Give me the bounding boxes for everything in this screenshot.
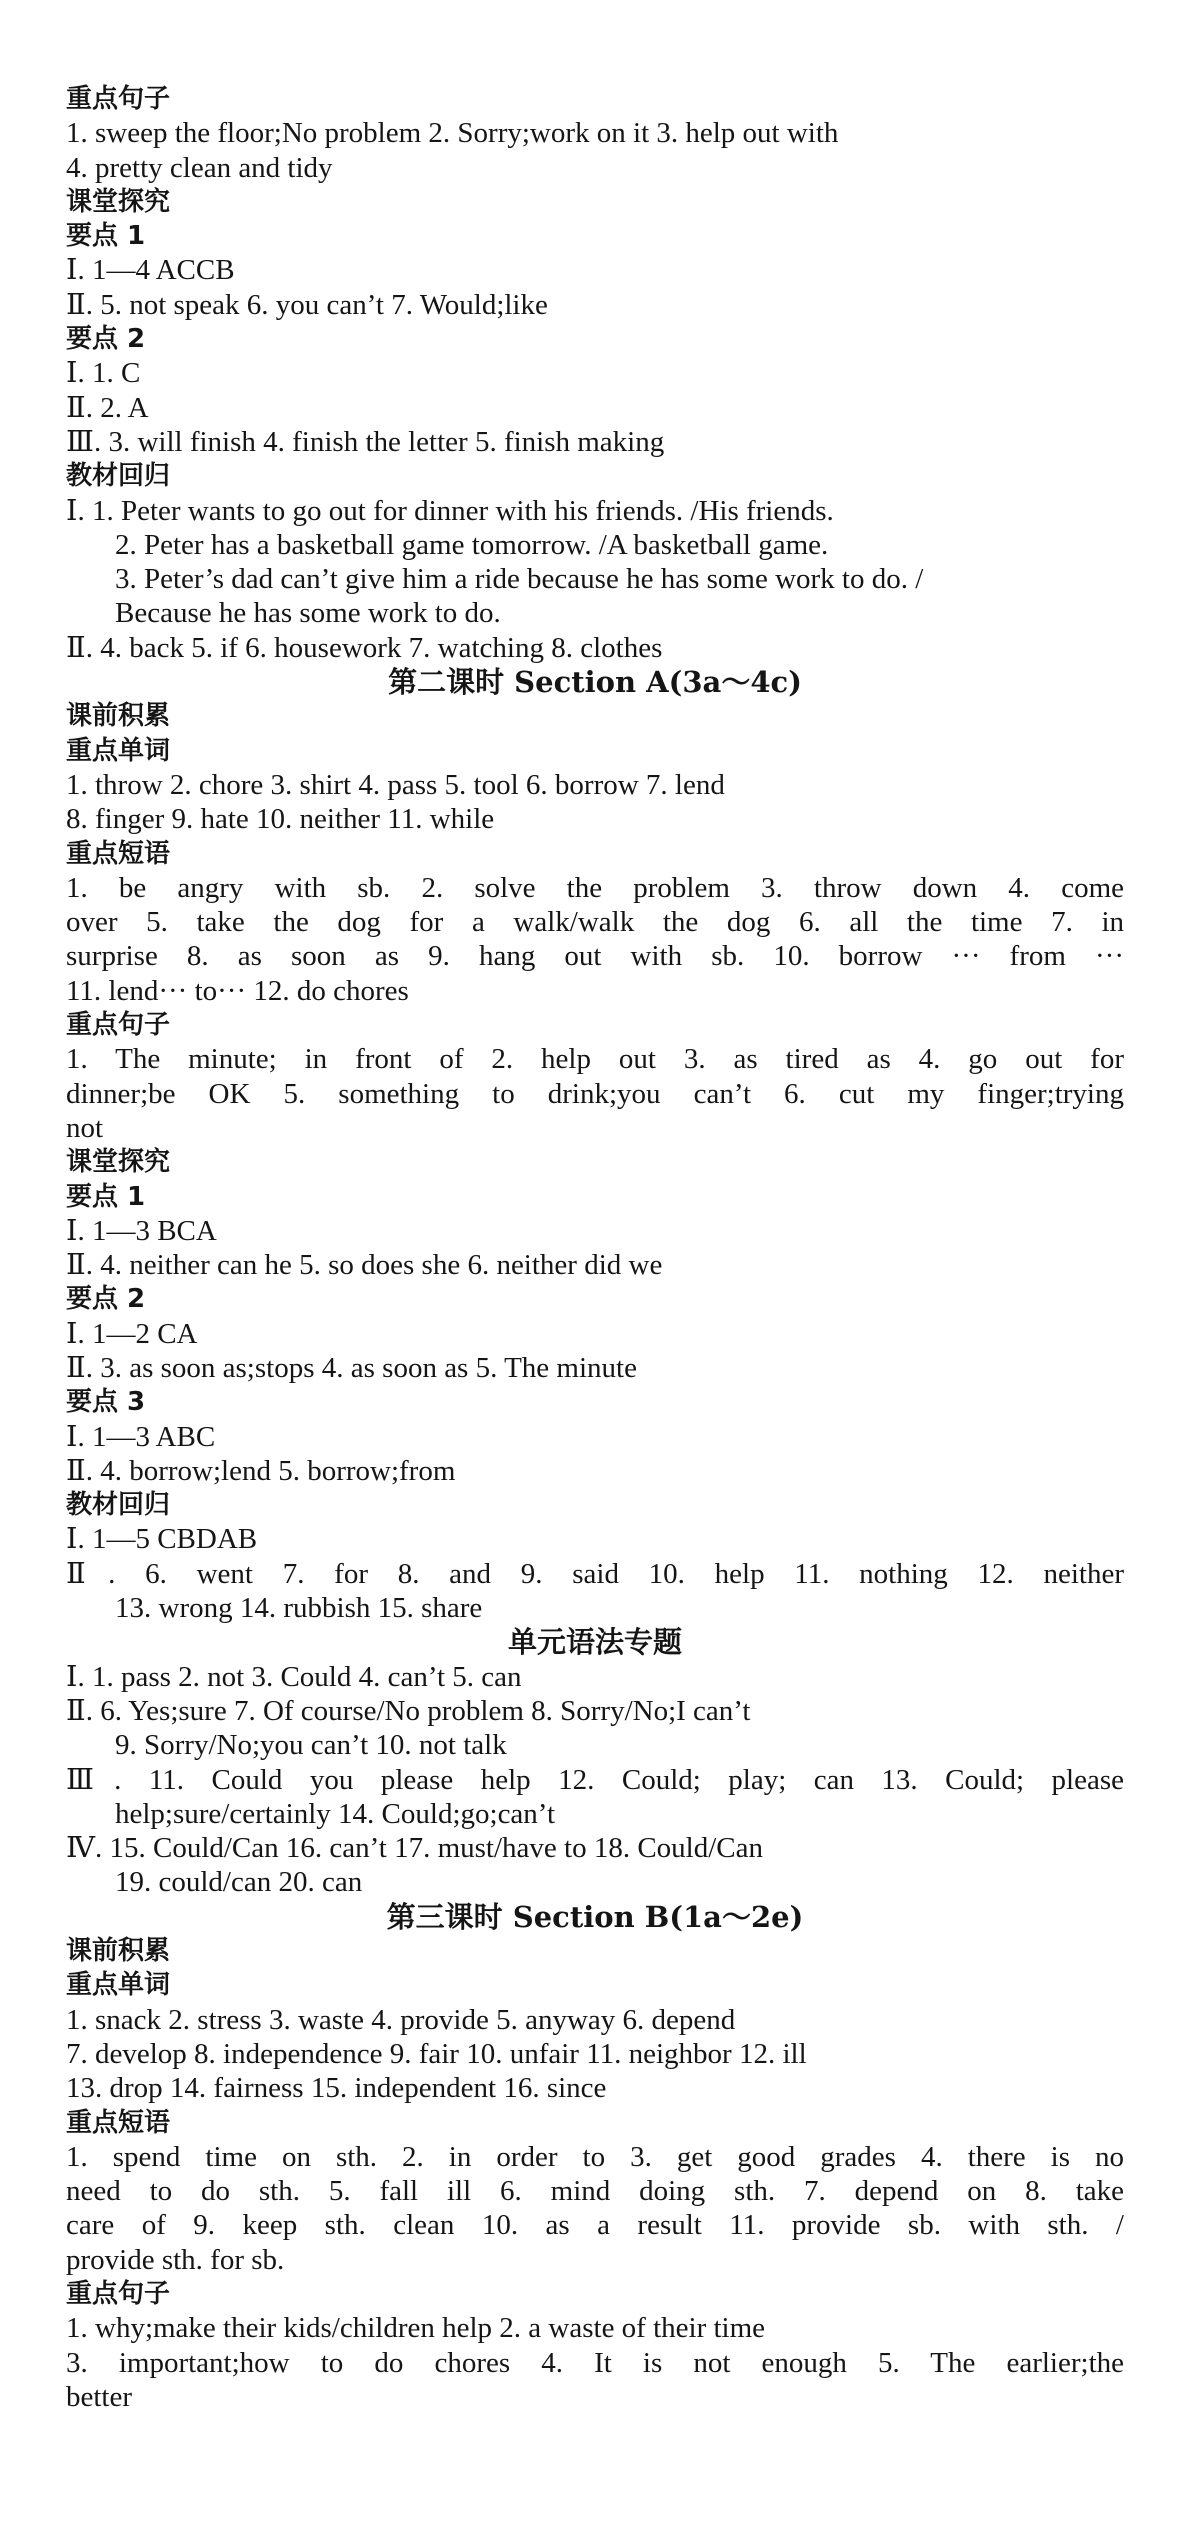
answer-line-indented: 3. Peter’s dad can’t give him a ride because he has some work to do. / bbox=[115, 563, 924, 596]
section-heading: 重点句子 bbox=[66, 84, 171, 114]
answer-line: 11. lend··· to··· 12. do chores bbox=[66, 974, 409, 1007]
answer-key-page bbox=[66, 82, 1124, 2414]
section-heading: 教材回归 bbox=[66, 461, 171, 492]
answer-line-indented: 9. Sorry/No;you can’t 10. not talk bbox=[115, 1729, 507, 1762]
answer-line: 1. sweep the floor;No problem 2. Sorry;work on it 3. help out with bbox=[66, 117, 839, 150]
section-heading: 教材回归 bbox=[66, 1490, 171, 1521]
section-heading: 课堂探究 bbox=[66, 186, 171, 217]
answer-line: Ⅱ. 4. neither can he 5. so does she 6. neither did we bbox=[66, 1249, 663, 1282]
answer-line-indented: help;sure/certainly 14. Could;go;can’t bbox=[115, 1797, 555, 1830]
answer-line: Ⅱ. 6. Yes;sure 7. Of course/No problem 8. Sorry/No;I can’t bbox=[66, 1694, 751, 1727]
answer-line: surprise 8. as soon as 9. hang out with sb. 10. borrow ··· from ··· bbox=[66, 940, 1124, 973]
answer-line: not bbox=[66, 1111, 104, 1144]
section-heading: 要点 2 bbox=[66, 324, 146, 355]
answer-line: 8. finger 9. hate 10. neither 11. while bbox=[66, 803, 495, 836]
lesson-title: 单元语法专题 bbox=[507, 1625, 682, 1660]
answer-line: Ⅰ. 1. pass 2. not 3. Could 4. can’t 5. can bbox=[66, 1660, 522, 1693]
answer-line: Ⅳ. 15. Could/Can 16. can’t 17. must/have to 18. Could/Can bbox=[66, 1832, 764, 1865]
answer-line: Ⅰ. 1. C bbox=[66, 357, 141, 390]
answer-line: Ⅱ. 4. back 5. if 6. housework 7. watching 8. clothes bbox=[66, 631, 663, 664]
section-heading: 重点句子 bbox=[66, 2279, 171, 2309]
answer-line: Ⅲ. 11. Could you please help 12. Could; play; can 13. Could; please bbox=[66, 1763, 1124, 1796]
answer-line: Ⅰ. 1—2 CA bbox=[66, 1317, 198, 1350]
answer-line: 1. snack 2. stress 3. waste 4. provide 5. anyway 6. depend bbox=[66, 2003, 736, 2036]
answer-line: better bbox=[66, 2380, 133, 2413]
section-heading: 重点句子 bbox=[66, 1010, 171, 1041]
answer-line: 1. spend time on sth. 2. in order to 3. get good grades 4. there is no bbox=[66, 2140, 1124, 2173]
answer-line-indented: 19. could/can 20. can bbox=[115, 1866, 363, 1899]
answer-line: Ⅰ. 1—3 BCA bbox=[66, 1214, 217, 1247]
section-heading: 要点 1 bbox=[66, 221, 146, 252]
answer-line: over 5. take the dog for a walk/walk the dog 6. all the time 7. in bbox=[66, 906, 1124, 939]
section-heading: 课堂探究 bbox=[66, 1147, 171, 1178]
lesson-title: 第三课时 Section B(1a～2e) bbox=[386, 1899, 804, 1934]
answer-line: Ⅰ. 1—4 ACCB bbox=[66, 254, 235, 287]
answer-line: 4. pretty clean and tidy bbox=[66, 151, 333, 184]
lesson-title: 第二课时 Section A(3a～4c) bbox=[388, 665, 802, 700]
answer-line: need to do sth. 5. fall ill 6. mind doing sth. 7. depend on 8. take bbox=[66, 2175, 1124, 2208]
answer-line: 1. throw 2. chore 3. shirt 4. pass 5. tool 6. borrow 7. lend bbox=[66, 768, 725, 801]
section-heading: 重点单词 bbox=[66, 735, 171, 766]
answer-line: Ⅱ. 2. A bbox=[66, 391, 149, 424]
answer-line: Ⅱ. 3. as soon as;stops 4. as soon as 5. The minute bbox=[66, 1351, 637, 1384]
answer-line: provide sth. for sb. bbox=[66, 2243, 285, 2276]
answer-line-indented: 2. Peter has a basketball game tomorrow. /A basketball game. bbox=[115, 528, 829, 561]
section-heading: 课前积累 bbox=[66, 701, 171, 732]
answer-line: Ⅱ. 4. borrow;lend 5. borrow;from bbox=[66, 1454, 456, 1487]
answer-line: Ⅲ. 3. will finish 4. finish the letter 5. finish making bbox=[66, 425, 665, 458]
answer-line: 13. drop 14. fairness 15. independent 16. since bbox=[66, 2072, 607, 2105]
answer-line: 3. important;how to do chores 4. It is not enough 5. The earlier;the bbox=[66, 2346, 1124, 2379]
section-heading: 要点 1 bbox=[66, 1181, 146, 1212]
answer-line: Ⅱ. 5. not speak 6. you can’t 7. Would;like bbox=[66, 288, 548, 321]
answer-line: 1. why;make their kids/children help 2. a waste of their time bbox=[66, 2312, 766, 2345]
answer-line: care of 9. keep sth. clean 10. as a result 11. provide sb. with sth. / bbox=[66, 2209, 1124, 2242]
section-heading: 要点 2 bbox=[66, 1284, 146, 1315]
answer-line: 7. develop 8. independence 9. fair 10. unfair 11. neighbor 12. ill bbox=[66, 2037, 807, 2070]
section-heading: 要点 3 bbox=[66, 1387, 146, 1418]
section-heading: 重点短语 bbox=[66, 2107, 171, 2138]
section-heading: 重点短语 bbox=[66, 838, 171, 869]
answer-line: Ⅰ. 1—5 CBDAB bbox=[66, 1523, 258, 1556]
section-heading: 重点单词 bbox=[66, 1970, 171, 2001]
answer-line: Ⅰ. 1. Peter wants to go out for dinner with his friends. /His friends. bbox=[66, 494, 834, 527]
answer-line: Ⅱ. 6. went 7. for 8. and 9. said 10. help 11. nothing 12. neither bbox=[66, 1557, 1124, 1590]
answer-line: 1. The minute; in front of 2. help out 3. as tired as 4. go out for bbox=[66, 1043, 1124, 1076]
answer-line-indented: 13. wrong 14. rubbish 15. share bbox=[115, 1592, 483, 1625]
answer-line: Ⅰ. 1—3 ABC bbox=[66, 1420, 216, 1453]
answer-line: 1. be angry with sb. 2. solve the problem 3. throw down 4. come bbox=[66, 871, 1124, 904]
answer-line-indented: Because he has some work to do. bbox=[115, 597, 501, 630]
answer-line: dinner;be OK 5. something to drink;you can’t 6. cut my finger;trying bbox=[66, 1077, 1124, 1110]
section-heading: 课前积累 bbox=[66, 1936, 171, 1967]
